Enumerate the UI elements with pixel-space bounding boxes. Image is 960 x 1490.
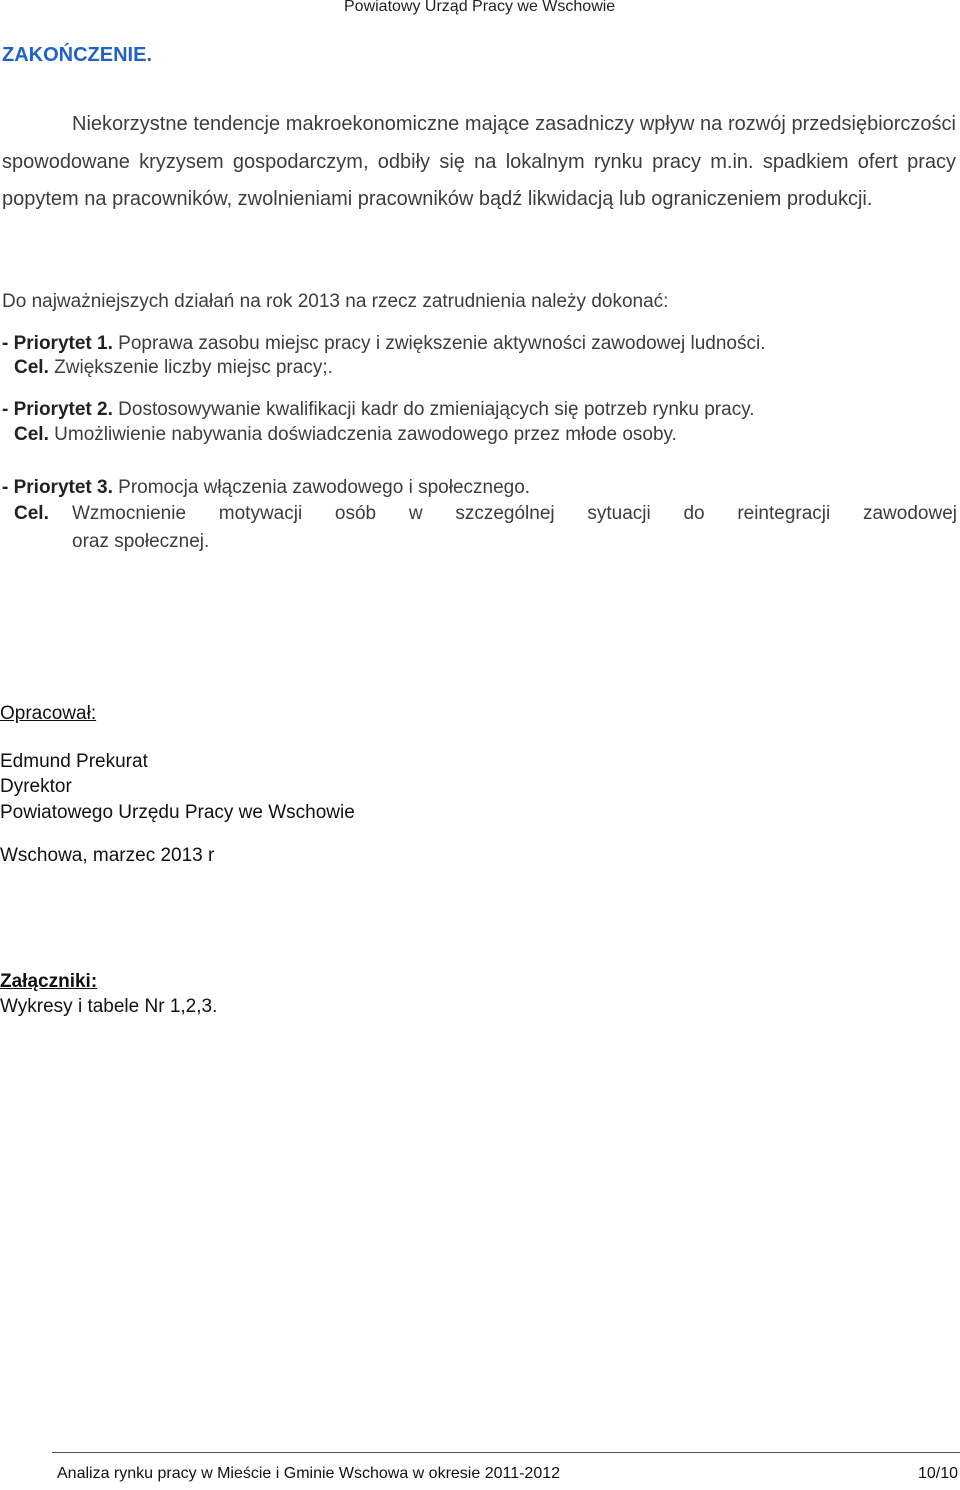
priority-3-cel-text-line1: Wzmocnienie motywacji osób w szczególnej sytuacji do reintegracji zawodowej [72,503,957,524]
attachments-label: Załączniki: [0,971,98,992]
place-date: Wschowa, marzec 2013 r [0,845,215,866]
priority-1-cel-label: Cel. [14,357,49,378]
priority-2 [2,396,755,424]
priority-1-label: - Priorytet 1. [2,333,113,354]
priority-2-text: Dostosowywanie kwalifikacji kadr do zmieniających się potrzeb rynku pracy. [118,399,755,420]
actions-intro-text: Do najważniejszych działań na rok 2013 na rzecz zatrudnienia należy dokonać: [2,291,669,312]
section-title: ZAKOŃCZENIE. [2,44,152,66]
author-position: Dyrektor [0,776,72,797]
priority-3-text: Promocja włączenia zawodowego i społecznego. [118,477,531,498]
priority-3 [2,474,530,502]
priority-3-cel-label: Cel. [14,503,49,524]
author-name: Edmund Prekurat [0,751,148,772]
priority-1-goal [14,354,333,382]
priority-1-cel-text: Zwiększenie liczby miejsc pracy;. [54,357,333,378]
priority-2-goal [14,421,677,449]
actions-intro [0,291,668,313]
intro-text: Niekorzystne tendencje makroekonomiczne mające zasadniczy wpływ na rozwój przedsiębiorczości spowodowane kryzysem gospodarczym, odbiły się na lokalnym rynku pracy m.in. spadkiem ofert pracy popytem na pracowników, zwolnieniami pracowników bądź likwidacją lub ograniczeniem produkcji. [2,113,956,210]
priority-2-cel-text: Umożliwienie nabywania doświadczenia zawodowego przez młode osoby. [54,424,677,445]
footer-document-title: Analiza rynku pracy w Mieście i Gminie Wschowa w okresie 2011-2012 [57,1465,561,1482]
priority-3-label: - Priorytet 3. [2,477,113,498]
priority-3-cel-text-line2: oraz społecznej. [72,531,210,552]
intro-paragraph [2,106,956,219]
priority-2-label: - Priorytet 2. [2,399,113,420]
priority-2-cel-label: Cel. [14,424,49,445]
attachments-text: Wykresy i tabele Nr 1,2,3. [0,996,218,1017]
footer-page-number: 10/10 [918,1465,959,1482]
prepared-by-label: Opracował: [0,703,97,724]
priority-1-text: Poprawa zasobu miejsc pracy i zwiększenie aktywności zawodowej ludności. [118,333,766,354]
author-institution: Powiatowego Urzędu Pracy we Wschowie [0,802,355,823]
footer-rule [52,1452,960,1453]
running-header: Powiatowy Urząd Pracy we Wschowie [344,0,616,15]
priority-3-goal [14,500,957,556]
